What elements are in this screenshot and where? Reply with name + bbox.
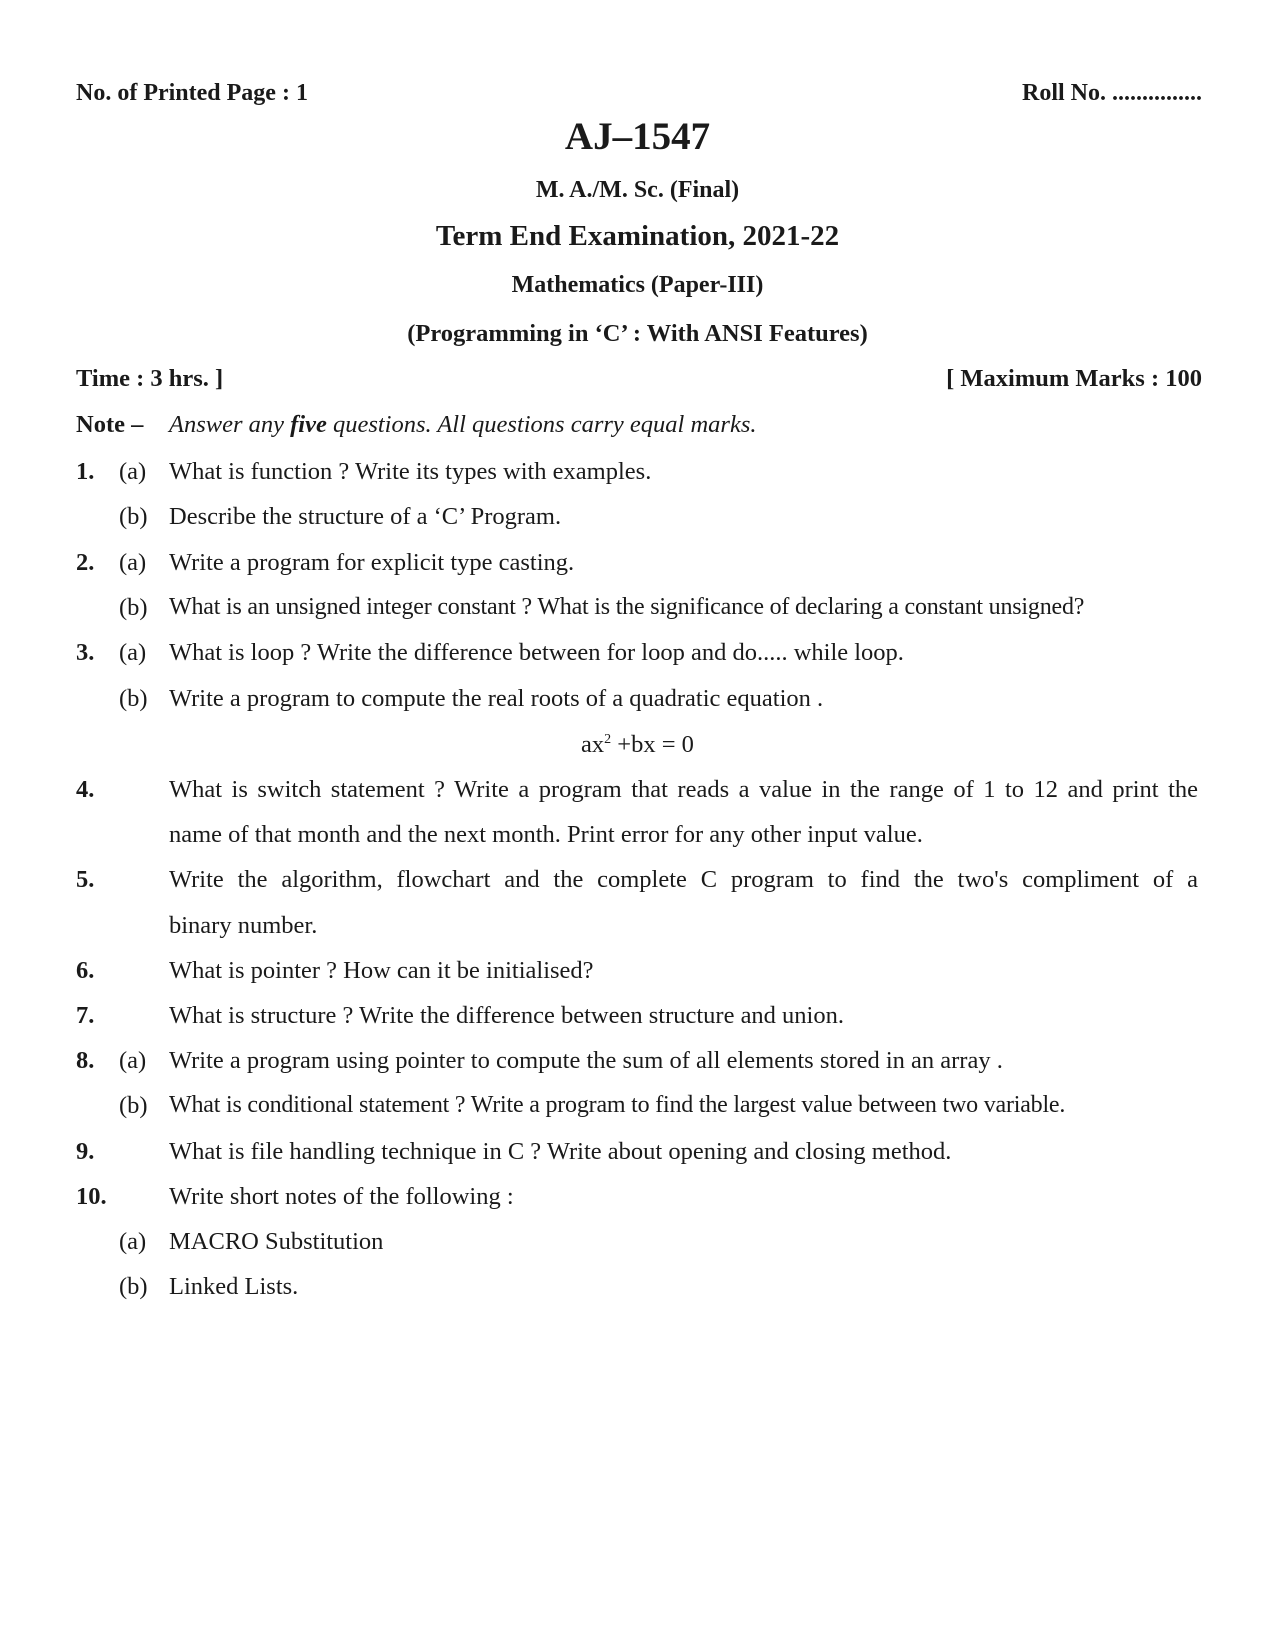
course-name: M. A./M. Sc. (Final) [535,177,740,203]
question-text: Linked Lists. [169,1273,299,1300]
subject-title: Mathematics (Paper-III) [511,272,764,298]
time-allowed: Time : 3 hrs. ] [76,365,224,392]
note-text [169,411,756,439]
question-text: What is conditional statement ? Write a program to find the largest value between two variable. [169,1092,1066,1118]
question-text: Write a program using pointer to compute the sum of all elements stored in an array . [169,1047,1003,1074]
question-6 [0,957,1275,991]
question-text: What is file handling technique in C ? Write about opening and closing method. [169,1138,952,1165]
equation-exponent: 2 [604,732,612,747]
question-4-line1 [0,776,1275,810]
question-8b [0,1092,1275,1126]
question-number: 4. [76,776,95,803]
question-5-line2 [0,912,1275,946]
question-text: Describe the structure of a ‘C’ Program. [169,503,562,530]
question-number: 6. [76,957,95,984]
question-number: 5. [76,866,95,893]
sub-label: (a) [119,549,147,576]
question-number: 1. [76,458,95,485]
question-text: What is structure ? Write the difference between structure and union. [169,1002,844,1029]
question-text: What is an unsigned integer constant ? What is the significance of declaring a constant unsigned? [169,594,1085,620]
quadratic-equation [0,731,1275,759]
question-text: What is function ? Write its types with examples. [169,458,652,485]
exam-title: Term End Examination, 2021-22 [435,220,840,252]
paper-code: AJ–1547 [564,115,711,158]
equation-rest: +bx = 0 [611,731,694,758]
question-5-line1 [0,866,1275,900]
paper-title: (Programming in ‘C’ : With ANSI Features) [407,320,868,347]
question-text: What is pointer ? How can it be initialised? [169,957,594,984]
note-text-before: Answer any [169,411,291,438]
question-number: 7. [76,1002,95,1029]
question-text: What is switch statement ? Write a program that reads a value in the range of 1 to 12 and print the [169,776,1198,803]
question-text: What is loop ? Write the difference between for loop and do..... while loop. [169,639,904,666]
maximum-marks: [ Maximum Marks : 100 [946,365,1202,392]
question-number: 8. [76,1047,95,1074]
sub-label: (b) [119,685,148,712]
question-text: MACRO Substitution [169,1228,384,1255]
question-text: Write a program to compute the real roots of a quadratic equation . [169,685,824,712]
sub-label: (a) [119,458,147,485]
sub-label: (b) [119,1092,148,1119]
sub-label: (b) [119,1273,148,1300]
question-1a [0,458,1275,492]
question-3b [0,685,1275,719]
question-8a [0,1047,1275,1081]
note-emphasis: five [290,411,327,438]
question-number: 10. [76,1183,107,1210]
sub-label: (b) [119,594,148,621]
equation-base: ax [581,731,605,758]
sub-label: (a) [119,639,147,666]
question-number: 2. [76,549,95,576]
question-2b [0,594,1275,628]
question-text: name of that month and the next month. Print error for any other input value. [169,821,923,848]
note-label: Note – [76,411,144,438]
question-text: Write a program for explicit type casting. [169,549,575,576]
question-number: 3. [76,639,95,666]
note-text-after: questions. All questions carry equal marks. [326,411,757,438]
question-text: Write short notes of the following : [169,1183,514,1210]
sub-label: (b) [119,503,148,530]
question-2a [0,549,1275,583]
question-7 [0,1002,1275,1036]
question-1b [0,503,1275,537]
roll-number: Roll No. ............... [1022,80,1202,106]
sub-label: (a) [119,1047,147,1074]
question-number: 9. [76,1138,95,1165]
sub-label: (a) [119,1228,147,1255]
question-text: binary number. [169,912,318,939]
printed-pages-count: No. of Printed Page : 1 [76,80,308,106]
question-9 [0,1138,1275,1172]
question-10 [0,1183,1275,1217]
question-10a [0,1228,1275,1262]
question-4-line2 [0,821,1275,855]
question-10b [0,1273,1275,1307]
question-3a [0,639,1275,673]
question-text: Write the algorithm, flowchart and the complete C program to find the two's compliment of a [169,866,1198,893]
instructions-note [0,411,1275,445]
